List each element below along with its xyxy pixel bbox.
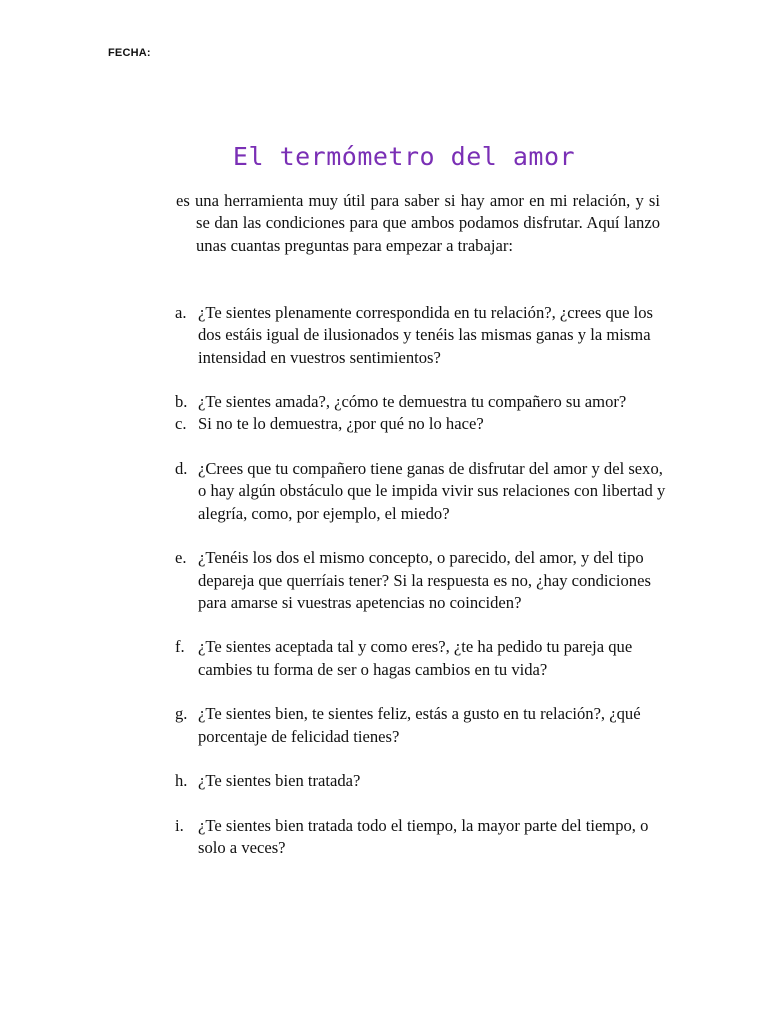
list-marker: b.	[175, 392, 188, 412]
list-item	[175, 703, 667, 748]
document-title: El termómetro del amor	[232, 142, 576, 171]
date-label: FECHA:	[108, 47, 151, 59]
list-item	[175, 636, 667, 681]
question-text: ¿Te sientes aceptada tal y como eres?, ¿te ha pedido tu pareja que cambies tu forma de ser o hagas cambios en tu vida?	[198, 637, 633, 679]
question-text: ¿Te sientes bien tratada todo el tiempo, la mayor parte del tiempo, o solo a veces?	[198, 815, 649, 858]
list-marker: a.	[175, 303, 187, 322]
list-item	[175, 458, 667, 525]
question-text: ¿Te sientes bien tratada?	[198, 771, 361, 791]
question-text: Si no te lo demuestra, ¿por qué no lo hace?	[198, 414, 484, 434]
question-text: ¿Tenéis los dos el mismo concepto, o parecido, del amor, y del tipo depareja que querríais tener? Si la respuesta es no, ¿hay condiciones para amarse si vuestras apetencias no coinciden?	[198, 548, 651, 612]
list-item	[175, 815, 667, 860]
question-text: ¿Te sientes plenamente correspondida en tu relación?, ¿crees que los dos estáis igual de ilusionados y tenéis las mismas ganas y la misma intensidad en vuestros sentimientos?	[198, 303, 653, 367]
list-item	[175, 770, 667, 792]
list-marker: c.	[175, 414, 187, 434]
list-item	[175, 413, 667, 435]
list-marker: g.	[175, 704, 188, 724]
intro-paragraph: es una herramienta muy útil para saber si hay amor en mi relación, y si se dan las condiciones para que ambos podamos disfrutar. Aquí lanzo unas cuantas preguntas para empezar a trabajar:	[176, 191, 660, 255]
list-marker: d.	[175, 459, 188, 479]
list-marker: i.	[175, 815, 184, 835]
list-item	[175, 547, 667, 614]
list-item	[175, 302, 667, 369]
question-text: ¿Te sientes bien, te sientes feliz, estás a gusto en tu relación?, ¿qué porcentaje de felicidad tienes?	[198, 704, 641, 746]
list-marker: e.	[175, 548, 187, 568]
list-marker: h.	[175, 771, 188, 791]
list-item	[175, 391, 667, 413]
list-marker: f.	[175, 637, 185, 657]
question-list	[175, 302, 667, 859]
question-text: ¿Te sientes amada?, ¿cómo te demuestra tu compañero su amor?	[198, 392, 627, 412]
question-text: ¿Crees que tu compañero tiene ganas de disfrutar del amor y del sexo, o hay algún obstáculo que le impida vivir sus relaciones con libertad y alegría, como, por ejemplo, el miedo?	[198, 459, 666, 523]
